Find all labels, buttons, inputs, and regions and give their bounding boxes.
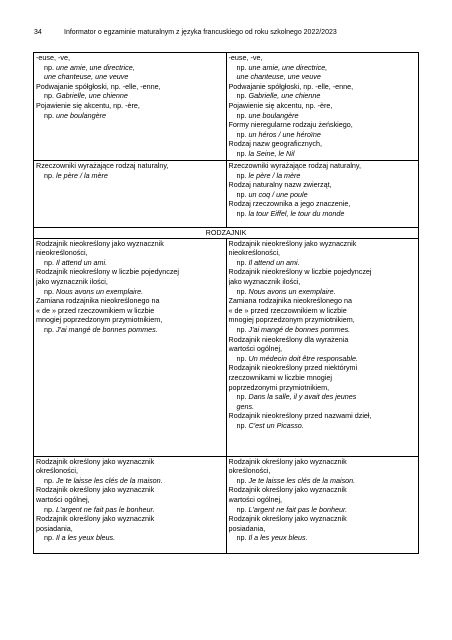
cell-line xyxy=(229,190,417,200)
cell-line xyxy=(36,111,224,121)
cell-line xyxy=(229,476,417,486)
example-prefix: np. xyxy=(236,62,249,72)
page-number: 34 xyxy=(34,29,42,36)
rule-text: wartości ogólnej, xyxy=(228,494,283,504)
cell-line xyxy=(229,421,417,431)
rule-text: wartości ogólnej, xyxy=(228,344,283,354)
example-text: Nous avons un exemplaire. xyxy=(56,286,144,296)
example-text: Nous avons un exemplaire. xyxy=(248,286,336,296)
cell-line xyxy=(36,457,224,467)
example-prefix: np. xyxy=(236,420,249,430)
example-prefix: np. xyxy=(236,286,249,296)
cell-line xyxy=(36,505,224,515)
example-text: une chanteuse, une veuve xyxy=(44,72,129,82)
cell-line xyxy=(229,485,417,495)
rule-text: wartości ogólnej, xyxy=(36,494,90,504)
cell-line xyxy=(36,277,224,287)
example-prefix: np. xyxy=(44,62,56,72)
cell-line xyxy=(36,82,224,92)
cell-right xyxy=(226,161,419,228)
rule-text: posiadania, xyxy=(228,523,266,533)
rule-text: Rodzajnik określony jako wyznacznik xyxy=(36,456,155,466)
example-prefix: np. xyxy=(44,257,56,267)
example-text: Je te laisse les clés de la maison. xyxy=(56,475,163,485)
example-text: Dans la salle, il y avait des jeunes xyxy=(248,392,357,402)
example-text: Il attend un ami. xyxy=(248,257,300,267)
example-text: Il attend un ami. xyxy=(56,257,108,267)
cell-line xyxy=(229,533,417,543)
cell-right xyxy=(226,53,419,161)
cell-left xyxy=(34,456,227,553)
example-prefix: np. xyxy=(44,91,56,101)
cell-line xyxy=(229,149,417,159)
cell-line xyxy=(229,258,417,268)
cell-line xyxy=(229,267,417,277)
example-text: une amie, une directrice, xyxy=(248,62,328,72)
cell-line xyxy=(229,315,417,325)
cell-line xyxy=(229,101,417,111)
example-text: Un médecin doit être responsable. xyxy=(248,353,358,363)
table-row xyxy=(34,238,419,456)
example-text: le père / la mère xyxy=(56,170,108,180)
example-prefix: np. xyxy=(236,324,249,334)
rule-text: -euse, -ve, xyxy=(36,53,70,62)
cell-line xyxy=(36,287,224,297)
cell-line xyxy=(229,373,417,383)
example-text: J'ai mangé de bonnes pommes. xyxy=(56,324,158,334)
rule-text: Zamiana rodzajnika nieokreślonego na xyxy=(36,296,160,306)
example-prefix: np. xyxy=(44,110,56,120)
section-heading: RODZAJNIK xyxy=(34,228,419,239)
cell-line xyxy=(229,180,417,190)
cell-line xyxy=(36,258,224,268)
cell-line xyxy=(36,91,224,101)
cell-line xyxy=(229,139,417,149)
cell-line xyxy=(229,248,417,258)
cell-line xyxy=(36,53,224,63)
cell-line xyxy=(229,82,417,92)
example-text: Il a les yeux bleus. xyxy=(56,533,116,543)
rule-text: Rodzajnik nieokreślony przed nazwami dzieł, xyxy=(228,411,372,421)
example-text: le père / la mère xyxy=(248,170,301,180)
rule-text: określoności, xyxy=(228,466,271,476)
cell-left xyxy=(34,53,227,161)
cell-line xyxy=(229,53,417,63)
example-prefix: np. xyxy=(44,533,56,543)
rule-text: Rodzajnik nieokreślony przed niektórymi xyxy=(228,363,358,373)
rule-text: nieokreśloności, xyxy=(36,248,88,258)
rule-text: Rzeczowniki wyrażające rodzaj naturalny, xyxy=(228,161,361,170)
example-text: la tour Eiffel, le tour du monde xyxy=(248,208,345,218)
cell-line xyxy=(36,524,224,534)
example-prefix: np. xyxy=(236,110,249,120)
document-title: Informator o egzaminie maturalnym z języka francuskiego od roku szkolnego 2022/2023 xyxy=(64,29,337,36)
example-prefix: np. xyxy=(44,504,56,514)
rule-text: Rodzajnik określony jako wyznacznik xyxy=(36,514,155,524)
example-prefix: np. xyxy=(236,353,249,363)
cell-line xyxy=(229,495,417,505)
cell-line xyxy=(229,363,417,373)
cell-line xyxy=(229,72,417,82)
example-prefix: np. xyxy=(44,324,56,334)
example-prefix: np. xyxy=(236,533,249,543)
cell-line xyxy=(229,354,417,364)
cell-right xyxy=(226,238,419,456)
cell-line xyxy=(229,466,417,476)
example-text: une amie, une directrice, xyxy=(56,62,135,72)
cell-line xyxy=(229,402,417,412)
rule-text: poprzedzonymi przymiotnikiem, xyxy=(228,382,330,392)
cell-line xyxy=(229,335,417,345)
cell-line xyxy=(229,383,417,393)
example-text: L'argent ne fait pas le bonheur. xyxy=(248,504,348,514)
rule-text: Rodzaj naturalny nazw zwierząt, xyxy=(228,180,332,190)
cell-line xyxy=(229,111,417,121)
rule-text: mnogiej poprzedzonym przymiotnikiem, xyxy=(36,315,163,325)
cell-line xyxy=(36,466,224,476)
example-prefix: np. xyxy=(236,91,249,101)
rule-text: Zamiana rodzajnika nieokreślonego na xyxy=(228,296,352,306)
cell-line xyxy=(229,296,417,306)
cell-line xyxy=(36,306,224,316)
cell-line xyxy=(36,533,224,543)
rule-text: Rodzajnik nieokreślony jako wyznacznik xyxy=(36,238,164,248)
cell-line xyxy=(229,63,417,73)
rule-text: Pojawienie się akcentu, np. -ère, xyxy=(36,100,140,110)
cell-line xyxy=(229,120,417,130)
cell-line xyxy=(36,485,224,495)
rule-text: Podwajanie spółgłoski, np. -elle, -enne, xyxy=(228,81,354,91)
example-prefix: np. xyxy=(236,475,249,485)
rule-text: Podwajanie spółgłoski, np. -elle, -enne, xyxy=(36,81,161,91)
cell-line xyxy=(229,306,417,316)
rule-text: « de » przed rzeczownikiem w liczbie xyxy=(36,305,155,315)
cell-line xyxy=(229,209,417,219)
rule-text: -euse, -ve, xyxy=(228,53,263,62)
rule-text: Rodzajnik nieokreślony w liczbie pojedynczej xyxy=(228,267,372,277)
example-text: une boulangère xyxy=(248,110,299,120)
example-text: J'ai mangé de bonnes pommes. xyxy=(248,324,351,334)
rule-text: Rodzajnik określony jako wyznacznik xyxy=(228,485,347,495)
cell-line xyxy=(229,457,417,467)
cell-line xyxy=(36,161,224,171)
rule-text: Pojawienie się akcentu, np. -ère, xyxy=(228,100,333,110)
example-prefix: np. xyxy=(236,392,249,402)
cell-line xyxy=(229,239,417,249)
rule-text: Rodzaj rzeczownika a jego znaczenie, xyxy=(228,199,351,209)
rule-text: Rodzajnik nieokreślony jako wyznacznik xyxy=(228,238,357,248)
example-prefix: np. xyxy=(236,129,249,139)
cell-right xyxy=(226,456,419,553)
cell-line xyxy=(36,101,224,111)
rule-text: Rodzaj nazw geograficznych, xyxy=(228,139,322,149)
example-prefix: np. xyxy=(236,148,249,158)
table-row xyxy=(34,53,419,161)
grammar-table xyxy=(33,52,419,554)
cell-line xyxy=(229,524,417,534)
example-prefix: np. xyxy=(236,189,249,199)
rule-text: mnogiej poprzedzonym przymiotnikiem, xyxy=(228,315,355,325)
cell-line xyxy=(36,315,224,325)
cell-line xyxy=(229,171,417,181)
cell-line xyxy=(36,296,224,306)
rule-text: Rodzajnik określony jako wyznacznik xyxy=(36,485,155,495)
cell-line xyxy=(229,411,417,421)
example-text: Gabrielle, une chienne xyxy=(56,91,128,101)
cell-left xyxy=(34,161,227,228)
cell-line xyxy=(36,171,224,181)
cell-line xyxy=(229,130,417,140)
table-row xyxy=(34,456,419,553)
cell-line xyxy=(36,476,224,486)
rule-text: Rodzajnik nieokreślony w liczbie pojedynczej xyxy=(36,267,180,277)
rule-text: Rodzajnik określony jako wyznacznik xyxy=(228,456,347,466)
rule-text: Rodzajnik nieokreślony dla wyrażenia xyxy=(228,334,349,344)
rule-text: Formy nieregularne rodzaju żeńskiego, xyxy=(228,120,353,130)
page-header xyxy=(34,29,337,36)
cell-line xyxy=(36,514,224,524)
example-text: C'est un Picasso. xyxy=(248,420,304,430)
example-prefix: np. xyxy=(44,286,56,296)
example-text: une chanteuse, une veuve xyxy=(236,72,321,82)
rule-text: « de » przed rzeczownikiem w liczbie xyxy=(228,305,347,315)
example-text: un coq / une poule xyxy=(248,189,308,199)
example-text: la Seine, le Nil xyxy=(248,148,295,158)
cell-line xyxy=(36,495,224,505)
example-text: Gabrielle, une chienne xyxy=(248,91,321,101)
cell-line xyxy=(229,505,417,515)
rule-text: Rodzajnik określony jako wyznacznik xyxy=(228,514,347,524)
section-heading-row xyxy=(34,228,419,239)
rule-text: Rzeczowniki wyrażające rodzaj naturalny, xyxy=(36,161,169,170)
cell-line xyxy=(229,277,417,287)
example-text: Il a les yeux bleus. xyxy=(248,533,308,543)
cell-line xyxy=(229,91,417,101)
example-prefix: np. xyxy=(44,170,56,180)
example-prefix: np. xyxy=(236,170,249,180)
cell-line xyxy=(36,63,224,73)
example-text: une boulangère xyxy=(56,110,106,120)
cell-line xyxy=(229,344,417,354)
cell-line xyxy=(36,248,224,258)
cell-line xyxy=(36,72,224,82)
rule-text: jako wyznacznik ilości, xyxy=(228,276,301,286)
cell-line xyxy=(36,325,224,335)
rule-text: określoności, xyxy=(36,466,78,476)
example-prefix: np. xyxy=(236,208,249,218)
rule-text: jako wyznacznik ilości, xyxy=(36,276,108,286)
cell-line xyxy=(229,161,417,171)
cell-line xyxy=(36,267,224,277)
example-text: gens. xyxy=(236,401,255,411)
example-text: Je te laisse les clés de la maison. xyxy=(248,475,356,485)
example-prefix: np. xyxy=(236,504,249,514)
cell-line xyxy=(229,199,417,209)
example-prefix: np. xyxy=(236,257,249,267)
rule-text: posiadania, xyxy=(36,523,73,533)
rule-text: rzeczownikami w liczbie mnogiej xyxy=(228,372,332,382)
cell-line xyxy=(229,514,417,524)
example-prefix: np. xyxy=(44,475,56,485)
cell-left xyxy=(34,238,227,456)
example-text: L'argent ne fait pas le bonheur. xyxy=(56,504,155,514)
cell-line xyxy=(229,287,417,297)
cell-line xyxy=(36,239,224,249)
cell-line xyxy=(229,325,417,335)
example-text: un héros / une héroïne xyxy=(248,129,321,139)
table-row xyxy=(34,161,419,228)
rule-text: nieokreśloności, xyxy=(228,248,281,258)
cell-line xyxy=(229,392,417,402)
